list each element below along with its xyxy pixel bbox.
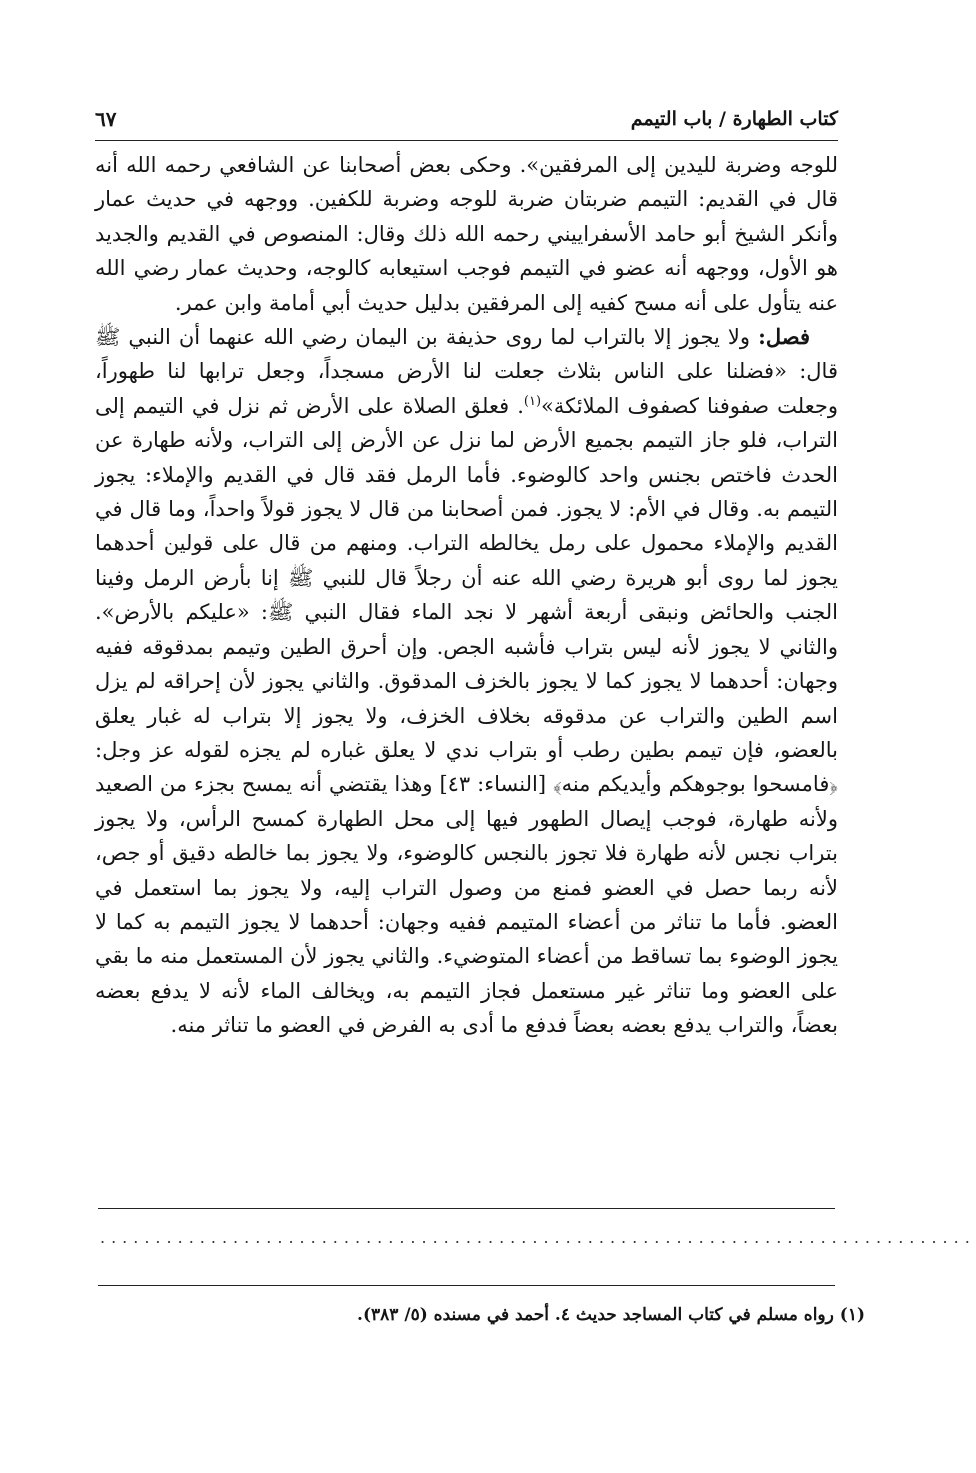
page-number: ٦٧ [95,107,117,131]
header-rule [95,140,838,141]
running-title: كتاب الطهارة / باب التيمم [630,108,838,130]
main-text [95,148,838,1043]
footnote-reference: (١) [523,393,542,409]
footnote: (١) رواه مسلم في كتاب المساجد حديث ٤. أحمد في مسنده (٥/ ٣٨٣). [357,1305,865,1325]
paragraph-2 [95,320,838,1043]
paragraph-2-text-b: . فعلق الصلاة على الأرض ثم نزل في التيمم إلى التراب، فلو جاز التيمم بجميع الأرض لما نزل عن الأرض إلى التراب، ولأنه طهارة عن الحدث فاختص بجنس واحد كالوضوء. فأما الرمل فقد قال في القديم والإملاء: يجوز التيمم به. وقال في الأم: لا يجوز. فمن أصحابنا من قال لا يجوز قولاً واحداً، وما قال في القديم والإملاء محمول على رمل يخالطه التراب. ومنهم من قال على قولين أحدهما يجوز لما روى أبو هريرة رضي الله عنه أن رجلاً قال للنبي ﷺ إنا بأرض الرمل وفينا الجنب والحائض ونبقى أربعة أشهر لا نجد الماء فقال النبي ﷺ: «عليكم بالأرض». والثاني لا يجوز لأنه ليس بتراب فأشبه الجص. وإن أحرق الطين وتيمم بمدقوقه ففيه وجهان: أحدهما لا يجوز كما لا يجوز بالخزف المدقوق. والثاني يجوز لأن إحراقه لم يزل اسم الطين والتراب عن مدقوقه بخلاف الخزف، ولا يجوز إلا بتراب له غبار يعلق بالعضو، فإن تيمم بطين رطب أو بتراب ندي لا يعلق غباره لم يجزه لقوله عز وجل: ﴿فامسحوا بوجوهكم وأيديكم منه﴾ [النساء: ٤٣] وهذا يقتضي أنه يمسح بجزء من الصعيد ولأنه طهارة، فوجب إيصال الطهور فيها إلى محل الطهارة كمسح الرأس، ولا يجوز بتراب نجس لأنه طهارة فلا تجوز بالنجس كالوضوء، ولا يجوز بما خالطه دقيق أو جص، لأنه ربما حصل في العضو فمنع من وصول التراب إليه، ولا يجوز بما استعمل في العضو. فأما ما تناثر من أعضاء المتيمم ففيه وجهان: أحدهما لا يجوز التيمم به كما لا يجوز الوضوء بما تساقط من أعضاء المتوضيء. والثاني يجوز لأن المستعمل منه ما بقي على العضو وما تناثر غير مستعمل فجاز التيمم به، ويخالف الماء لأنه لا يدفع بعضه بعضاً، والتراب يدفع بعضه بعضاً فدفع ما أدى به الفرض في العضو ما تناثر منه. [95,393,838,1038]
page-header [95,100,838,138]
dotted-separator: ............................................................................... [100,1228,976,1247]
section-heading-word: فصل: [758,324,810,350]
footnote-separator-top [98,1208,835,1209]
paragraph-1: للوجه وضربة لليدين إلى المرفقين». وحكى بعض أصحابنا عن الشافعي رحمه الله أنه قال في القديم: التيمم ضربتان ضربة للوجه وضربة للكفين. ووجهه في حديث عمار وأنكر الشيخ أبو حامد الأسفراييني رحمه الله ذلك وقال: المنصوص في القديم والجديد هو الأول، ووجهه أنه عضو في التيمم فوجب استيعابه كالوجه، وحديث عمار رضي الله عنه يتأول على أنه مسح كفيه إلى المرفقين بدليل حديث أبي أمامة وابن عمر. [95,153,838,315]
footnote-separator-bottom [98,1285,835,1286]
paragraph-2-text-a: ولا يجوز إلا بالتراب لما روى حذيفة بن اليمان رضي الله عنهما أن النبي ﷺ قال: «فضلنا على الناس بثلاث جعلت لنا الأرض مسجداً، وجعل ترابها لنا طهوراً، وجعلت صفوفنا كصفوف الملائكة» [95,325,838,418]
